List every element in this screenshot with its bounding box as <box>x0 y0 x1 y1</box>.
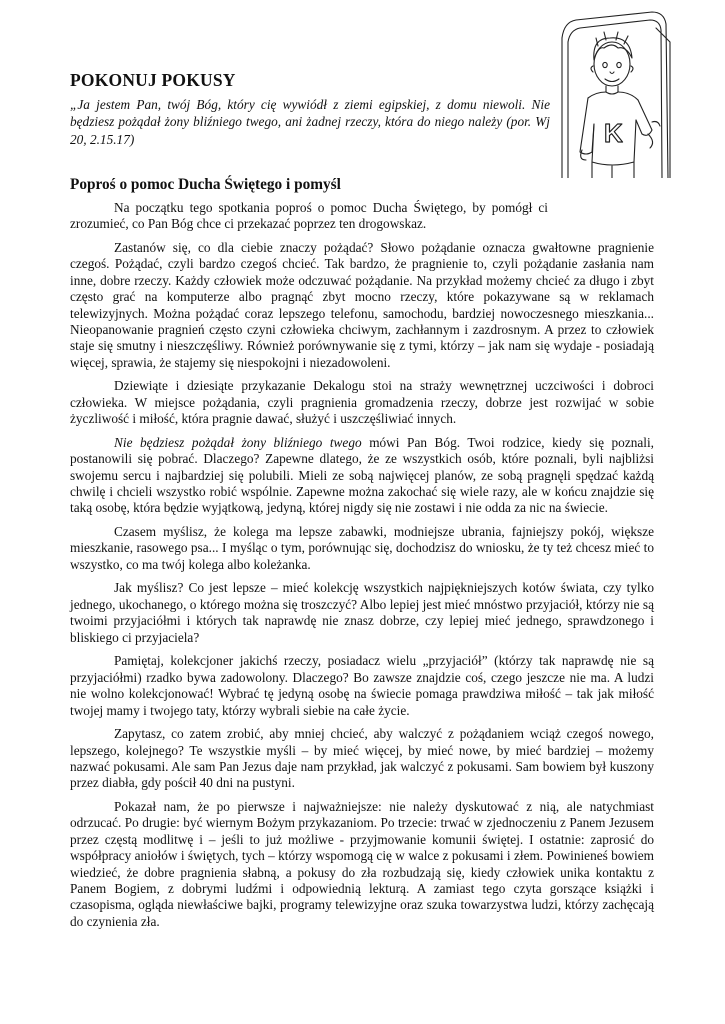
paragraph: Dziewiąte i dziesiąte przykazanie Dekalogu stoi na straży wewnętrznej uczciwości i dobroci człowieka. W miejsce pożądania, czyli pragnienia gromadzenia rzeczy, dobrze jest rozwijać w sobie życzliwość i miłość, która pragnie dawać, służyć i uszczęśliwiać innych. <box>70 378 654 427</box>
paragraph-rest: mówi Pan Bóg. Twoi rodzice, kiedy się poznali, postanowili się pobrać. Dlaczego? Zapewne dlatego, że ze wszystkich osób, które poznali, byli najbliżsi swojemu sercu i najbardziej się polubili. Mieli ze sobą najwięcej planów, ze sobą pragnęli spędzać każdą chwilę i chcieli wszystko robić wspólnie. Zapewne można zakochać się wiele razy, ale w końcu znajdzie się taką osobę, która będzie wyjątkową, jedyną, której nigdy się nie zostawi i nie odda za nic na świecie. <box>70 434 654 516</box>
page-title: POKONUJ POKUSY <box>70 70 236 90</box>
italic-quote: Nie będziesz pożądał żony bliźniego twego <box>114 434 362 450</box>
paragraph <box>70 435 654 517</box>
paragraph: Zapytasz, co zatem zrobić, aby mniej chcieć, aby walczyć z pożądaniem wciąż czegoś nowego, lepszego, kolejnego? Te wszystkie myśli – by mieć więcej, by mieć nowe, by mieć bardziej – możemy nazwać pokusami. Ale sam Pan Jezus daje nam przykład, jak walczyć z pokusami. Sam bowiem był kuszony przez diabła, gdy pościł 40 dni na pustyni. <box>70 726 654 791</box>
motto-quote: „Ja jestem Pan, twój Bóg, który cię wywiódł z ziemi egipskiej, z domu niewoli. Nie będziesz pożądał żony bliźniego twego, ani żadnej rzeczy, która do niego należy (por. Wj 20, 2.15.17) <box>70 97 550 147</box>
sweater-letter: K <box>604 118 623 148</box>
paragraph: Pokazał nam, że po pierwsze i najważniejsze: nie należy dyskutować z nią, ale natychmiast odrzucać. Po drugie: być wiernym Bożym przykazaniom. Po trzecie: trwać w zjednoczeniu z Panem Jezusem przez częstą modlitwę i – jeśli to już możliwe - przyjmowanie komunii świętej. I ostatnie: zaprosić do współpracy aniołów i świętych, tych – którzy wspomogą cię w walce z pokusami i złem. Powinieneś bowiem wiedzieć, że dobre pragnienia słabną, a pokusy do zła rozbudzają się, kiedy człowiek unika kontaktu z Panem Bogiem, z dobrymi ludźmi i odpowiednią lekturą. A zamiast tego czyta gorszące książki i czasopisma, ogląda niewłaściwe bajki, programy telewizyjne oraz szuka towarzystwa ludzi, którzy zachęcają do czynienia zła. <box>70 798 654 929</box>
paragraph: Pamiętaj, kolekcjoner jakichś rzeczy, posiadacz wielu „przyjaciół” (którzy tak naprawdę nie są przyjaciółmi) rzadko bywa zadowolony. Dlaczego? Bo zawsze znajdzie coś, czego jeszcze nie ma. A ludzi nie wolno kolekcjonować! Wybrać tę jedyną osobę na świecie pomaga prawdziwa miłość – tak jak miłość twojej mamy i twojego taty, którzy wybrali siebie na całe życie. <box>70 653 654 718</box>
paragraph: Jak myślisz? Co jest lepsze – mieć kolekcję wszystkich najpiękniejszych kotów świata, czy tylko jednego, ukochanego, o którego można się troszczyć? Albo lepiej jest mieć mnóstwo przyjaciół, którzy nie są twoimi przyjaciółmi i których tak naprawdę nie znasz dobrze, czy lepiej mieć jednego, sprawdzonego i bliskiego ci przyjaciela? <box>70 580 654 645</box>
paragraph: Zastanów się, co dla ciebie znaczy pożądać? Słowo pożądanie oznacza gwałtowne pragnienie czegoś. Pożądać, czyli bardzo czegoś chcieć. Tak bardzo, że pragnienie to, czyli pożądanie zasłania nam inne, dobre rzeczy. Każdy człowiek może odczuwać pożądanie. Na przykład możemy chcieć za długo i zbyt często grać na komputerze albo pragnąć zbyt mocno rzeczy, które pokazywane są w reklamach telewizyjnych. Można pożądać coraz lepszego telefonu, samochodu, bardziej nowoczesnego mieszkania... Nieopanowanie pragnień często czyni człowieka chciwym, zachłannym i zazdrosnym. A przez to człowiek staje się smutny i nieszczęśliwy. Również porównywanie się z tymi, którzy – jak nam się wydaje - posiadają więcej, sprawia, że stajemy się niespokojni i niezadowoleni. <box>70 240 654 370</box>
section-heading: Poproś o pomoc Ducha Świętego i pomyśl <box>70 176 341 193</box>
boy-in-doorway-illustration <box>552 2 672 178</box>
paragraph: Czasem myślisz, że kolega ma lepsze zabawki, modniejsze ubrania, fajniejszy pokój, większe mieszkanie, rasowego psa... I myśląc o tym, porównując się, dochodzisz do wniosku, że ty też chcesz mieć to wszystko, co ma twój kolega albo koleżanka. <box>70 524 654 572</box>
paragraph: Na początku tego spotkania poproś o pomoc Ducha Świętego, by pomógł ci zrozumieć, co Pan Bóg chce ci przekazać poprzez ten drogowskaz. <box>70 200 548 232</box>
body-text <box>70 200 654 937</box>
